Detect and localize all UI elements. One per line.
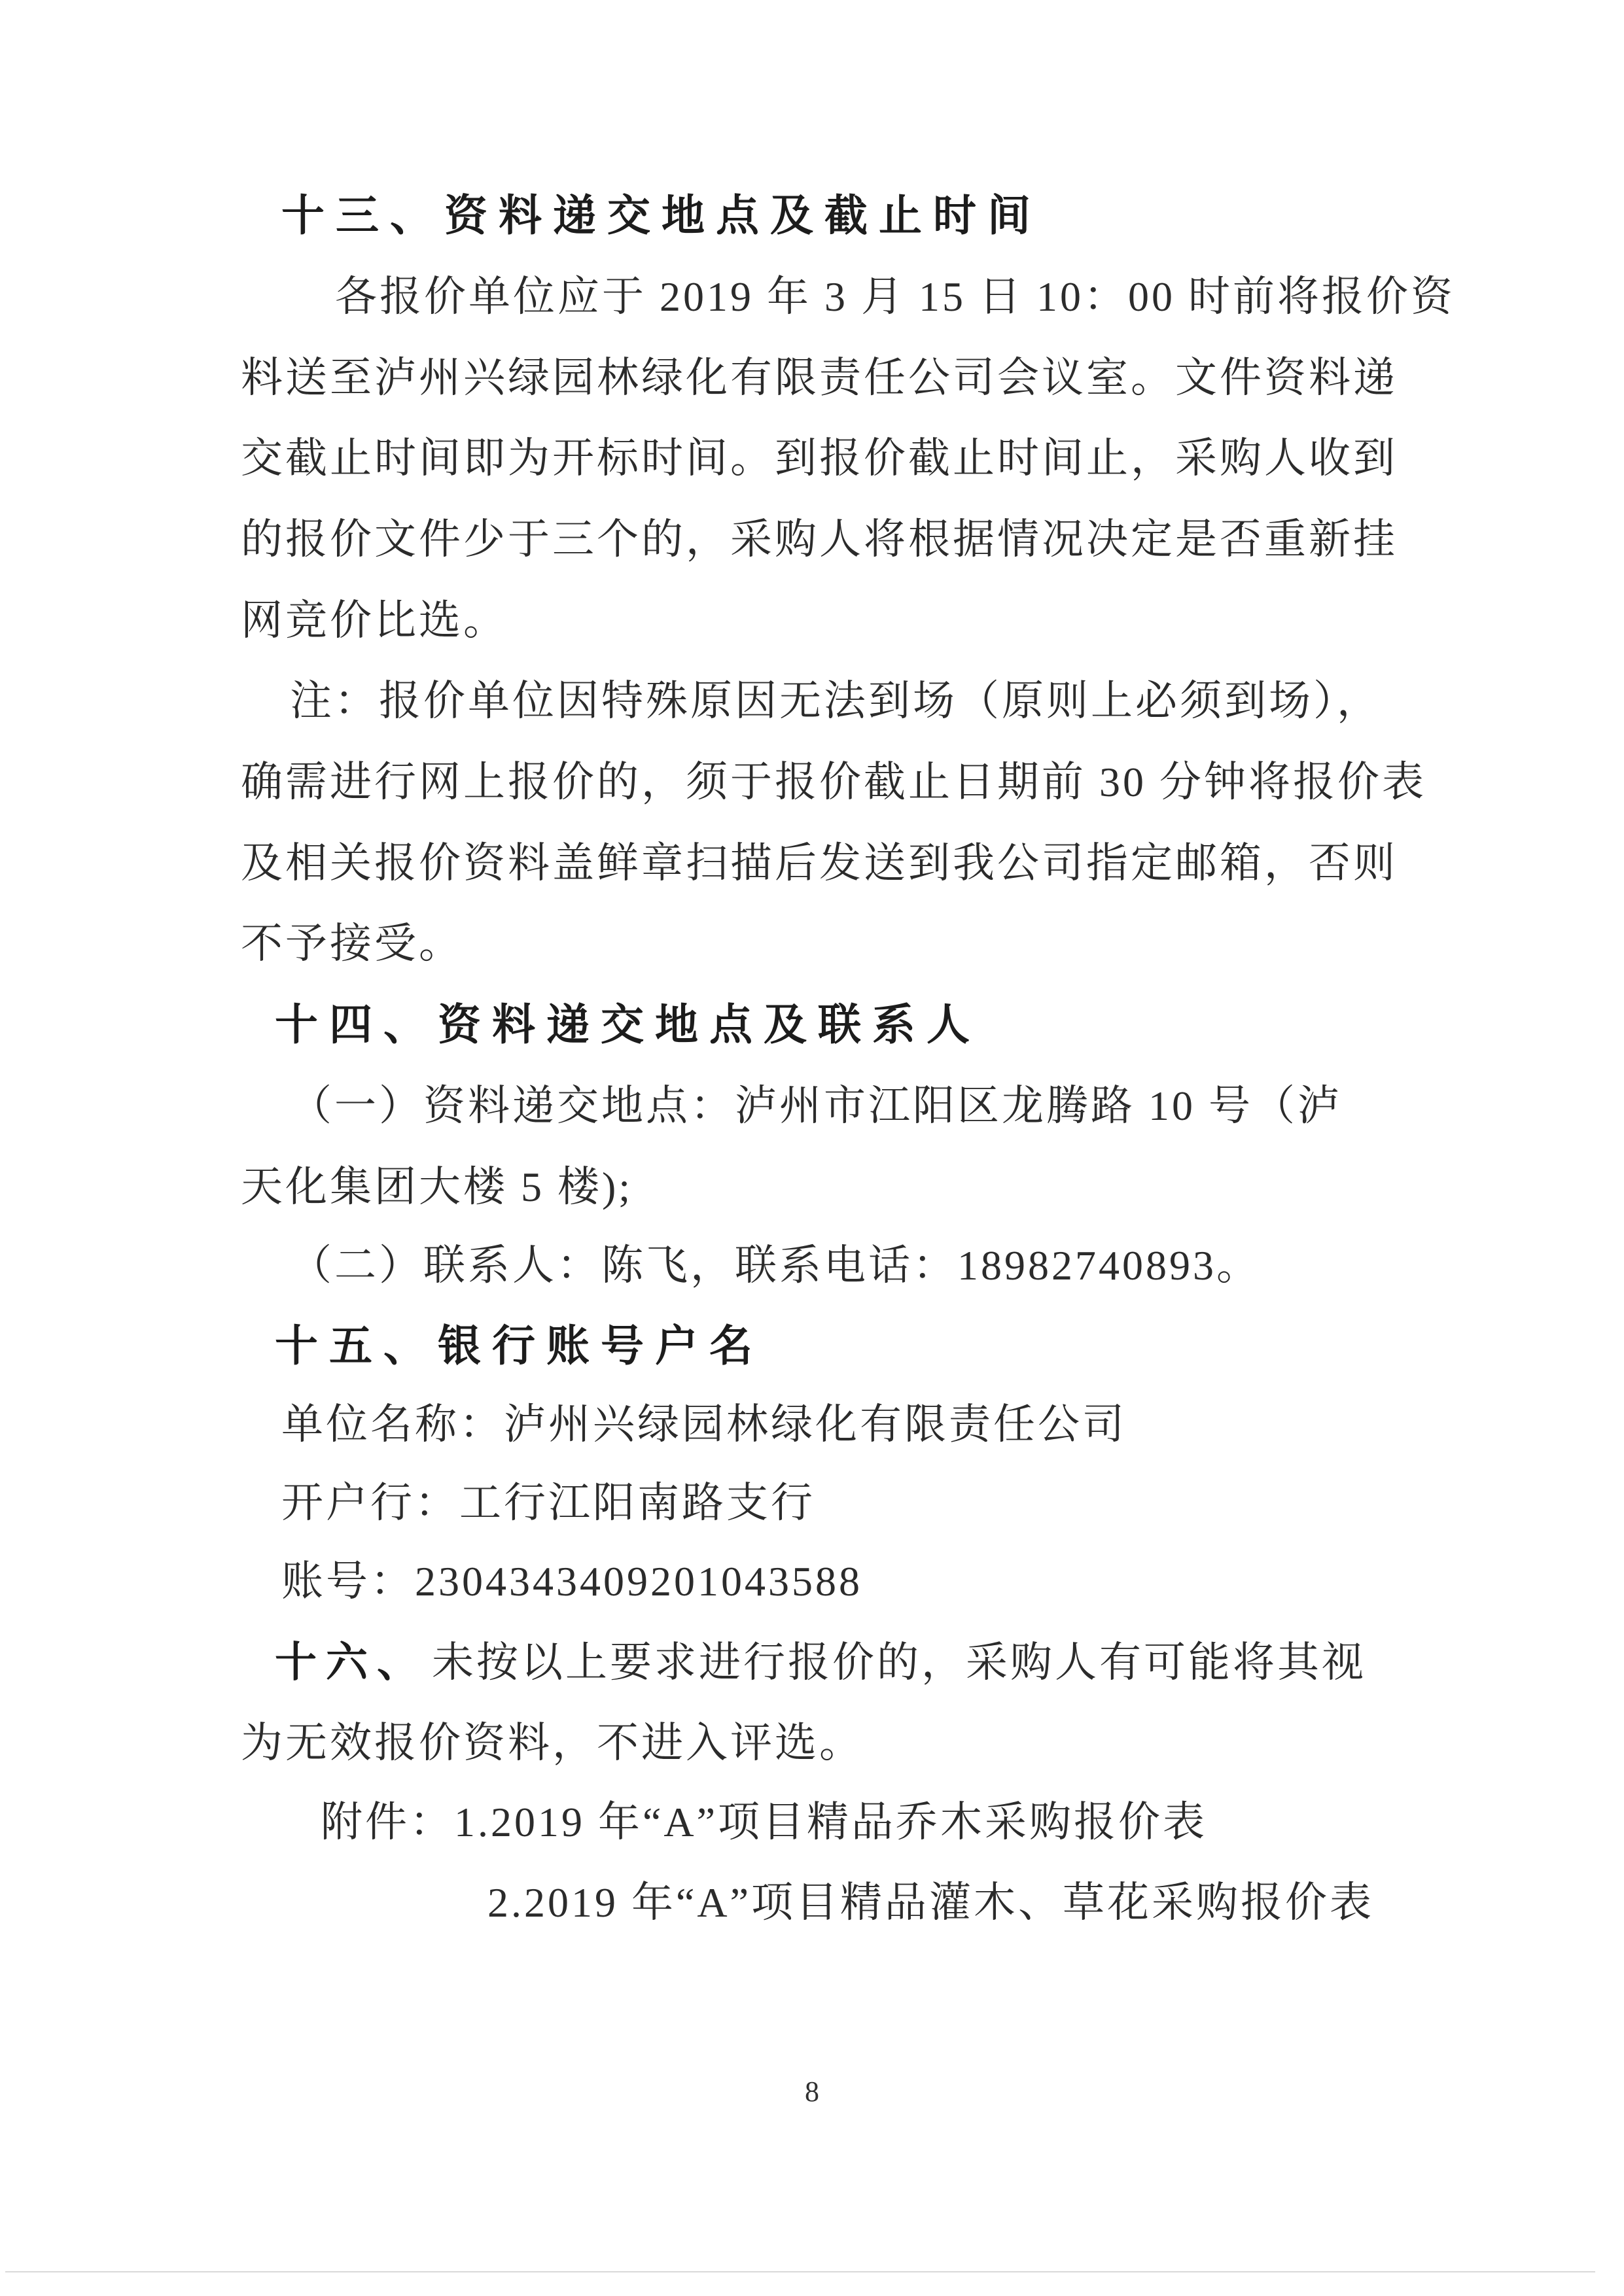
body-line: 网竞价比选。 (241, 597, 508, 644)
page-number: 8 (805, 2076, 819, 2108)
body-line: 的报价文件少于三个的，采购人将根据情况决定是否重新挂 (241, 516, 1398, 563)
body-line: 交截止时间即为开标时间。到报价截止时间止，采购人收到 (241, 435, 1398, 481)
body-line: （二）联系人：陈飞，联系电话：18982740893。 (290, 1242, 1261, 1289)
body-line: 开户行：工行江阳南路支行 (281, 1480, 815, 1526)
body-line: （一）资料递交地点：泸州市江阳区龙腾路 10 号（泸 (290, 1083, 1342, 1129)
section-16-number: 十六、 (275, 1639, 428, 1686)
section-16-line (275, 1641, 1366, 1684)
body-line: 账号：2304343409201043588 (281, 1558, 862, 1605)
attachment-line-2: 2.2019 年“A”项目精品灌木、草花采购报价表 (487, 1879, 1375, 1926)
scan-artifact-line (5, 2271, 1595, 2272)
note-line: 不予接受。 (241, 920, 463, 967)
section-16-text: 未按以上要求进行报价的，采购人有可能将其视 (432, 1639, 1366, 1686)
attachment-line-1: 附件：1.2019 年“A”项目精品乔木采购报价表 (321, 1799, 1208, 1845)
body-line: 各报价单位应于 2019 年 3 月 15 日 10：00 时前将报价资 (335, 273, 1455, 320)
section-14-heading: 十四、资料递交地点及联系人 (275, 1000, 981, 1049)
note-line: 注：报价单位因特殊原因无法到场（原则上必须到场）， (290, 678, 1381, 724)
body-line: 单位名称：泸州兴绿园林绿化有限责任公司 (281, 1401, 1127, 1448)
section-15-heading: 十五、银行账号户名 (275, 1321, 764, 1370)
body-line: 为无效报价资料，不进入评选。 (241, 1720, 864, 1766)
body-line: 料送至泸州兴绿园林绿化有限责任公司会议室。文件资料递 (241, 355, 1398, 401)
body-line: 天化集团大楼 5 楼); (241, 1164, 633, 1210)
section-13-heading: 十三、资料递交地点及截止时间 (281, 191, 1042, 239)
note-line: 及相关报价资料盖鲜章扫描后发送到我公司指定邮箱，否则 (241, 840, 1398, 886)
note-line: 确需进行网上报价的，须于报价截止日期前 30 分钟将报价表 (241, 759, 1426, 805)
